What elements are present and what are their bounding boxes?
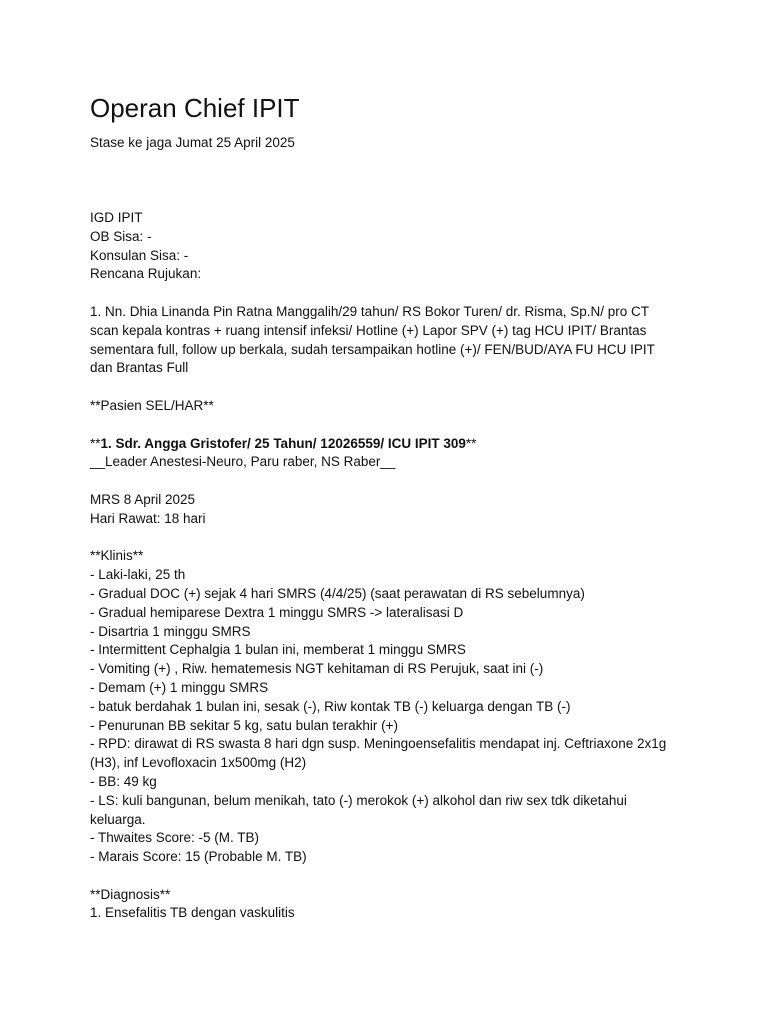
hari-rawat: Hari Rawat: 18 hari: [90, 510, 206, 526]
patient-suffix: **: [465, 435, 477, 451]
patient-title: 1. Sdr. Angga Gristofer/ 25 Tahun/ 12026559/ ICU IPIT 309: [100, 435, 466, 451]
list-item: - Penurunan BB sekitar 5 kg, satu bulan terakhir (+): [90, 717, 399, 733]
list-item: - LS: kuli bangunan, belum menikah, tato (-) merokok (+) alkohol dan riw sex tdk diketahui keluarga.: [90, 792, 627, 827]
patient-heading: [90, 435, 680, 454]
rencana-rujukan: Rencana Rujukan:: [90, 266, 202, 282]
list-item: - Gradual hemiparese Dextra 1 minggu SMRS -> lateralisasi D: [90, 604, 464, 620]
spacer: [90, 378, 680, 397]
patient-prefix: **: [90, 435, 101, 451]
list-item: - Disartria 1 minggu SMRS: [90, 623, 251, 639]
list-item: - BB: 49 kg: [90, 773, 157, 789]
list-item: - Gradual DOC (+) sejak 4 hari SMRS (4/4/25) (saat perawatan di RS sebelumnya): [90, 585, 585, 601]
rujukan-item: 1. Nn. Dhia Linanda Pin Ratna Manggalih/29 tahun/ RS Bokor Turen/ dr. Risma, Sp.N/ pro CT scan kepala kontras + ruang intensif infeksi/ Hotline (+) Lapor SPV (+) tag HCU IPIT/ Brantas sementara full, follow up berkala, sudah tersampaikan hotline (+)/ FEN/BUD/AYA FU HCU IPIT dan Brantas Full: [90, 303, 655, 376]
spacer: [90, 416, 680, 435]
list-item: - Intermittent Cephalgia 1 bulan ini, memberat 1 minggu SMRS: [90, 642, 466, 658]
igd-heading: IGD IPIT: [90, 210, 143, 225]
list-item: 1. Ensefalitis TB dengan vaskulitis: [90, 905, 295, 921]
list-item: - Thwaites Score: -5 (M. TB): [90, 830, 260, 846]
list-item: - Laki-laki, 25 th: [90, 567, 186, 583]
diagnosis-heading: **Diagnosis**: [90, 886, 171, 902]
list-item: - Vomiting (+) , Riw. hematemesis NGT kehitaman di RS Perujuk, saat ini (-): [90, 661, 544, 677]
spacer: [90, 472, 680, 491]
list-item: - Marais Score: 15 (Probable M. TB): [90, 849, 307, 865]
konsulan-sisa: Konsulan Sisa: -: [90, 247, 189, 263]
patient-team: __Leader Anestesi-Neuro, Paru raber, NS Raber__: [90, 454, 396, 470]
spacer: [90, 529, 680, 548]
mrs-date: MRS 8 April 2025: [90, 491, 196, 507]
pasien-section-heading: **Pasien SEL/HAR**: [90, 397, 214, 413]
list-item: - RPD: dirawat di RS swasta 8 hari dgn susp. Meningoensefalitis mendapat inj. Ceftriaxone 2x1g (H3), inf Levofloxacin 1x500mg (H2): [90, 736, 667, 771]
list-item: - batuk berdahak 1 bulan ini, sesak (-), Riw kontak TB (-) keluarga dengan TB (-): [90, 698, 571, 714]
spacer: [90, 867, 680, 886]
document-body: [90, 209, 680, 923]
list-item: - Demam (+) 1 minggu SMRS: [90, 679, 269, 695]
spacer: [90, 284, 680, 303]
document-subtitle: Stase ke jaga Jumat 25 April 2025: [90, 135, 295, 150]
ob-sisa: OB Sisa: -: [90, 228, 152, 244]
klinis-heading: **Klinis**: [90, 548, 144, 564]
document-title: Operan Chief IPIT: [90, 93, 300, 123]
